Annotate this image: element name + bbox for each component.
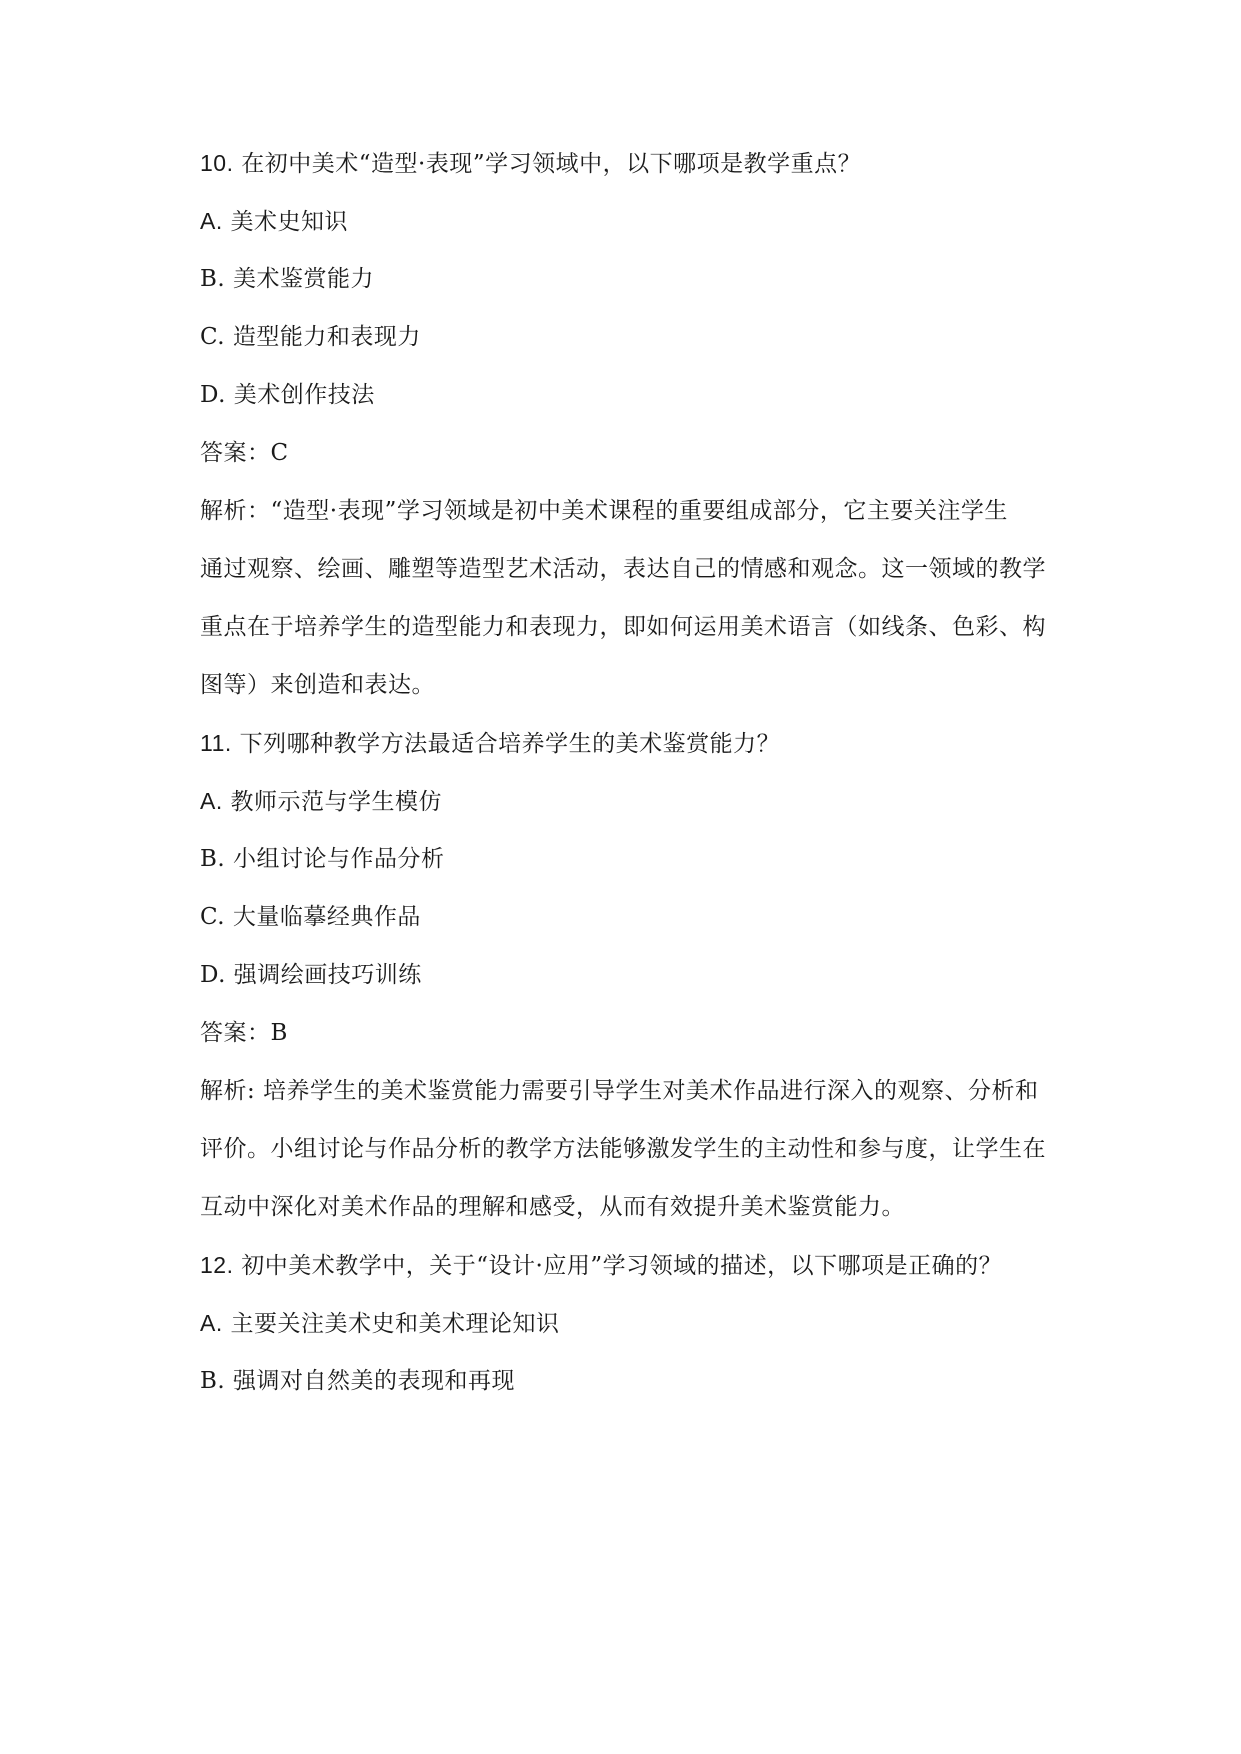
question-11-option-a <box>200 786 442 817</box>
question-number: 11. <box>200 730 232 756</box>
option-letter: D. <box>200 962 226 988</box>
option-letter: A. <box>200 1310 223 1336</box>
question-10-stem <box>200 148 861 179</box>
question-12-option-a <box>200 1308 560 1339</box>
question-12-stem <box>200 1250 1002 1281</box>
option-letter: C. <box>200 904 226 930</box>
option-text: 强调绘画技巧训练 <box>233 962 422 988</box>
question-text: 初中美术教学中，关于“设计·应用”学习领域的描述，以下哪项是正确的？ <box>241 1253 1003 1279</box>
option-text: 大量临摹经典作品 <box>232 904 421 930</box>
question-number: 12. <box>200 1252 234 1278</box>
option-text: 主要关注美术史和美术理论知识 <box>230 1311 560 1337</box>
question-10-option-d <box>200 380 375 410</box>
question-10-analysis-line-1: 解析：“造型·表现”学习领域是初中美术课程的重要组成部分，它主要关注学生 <box>200 498 1008 524</box>
option-text: 小组讨论与作品分析 <box>233 846 445 872</box>
question-11-analysis-line-3: 互动中深化对美术作品的理解和感受，从而有效提升美术鉴赏能力。 <box>200 1194 905 1220</box>
question-11-analysis-line-1: 解析: 培养学生的美术鉴赏能力需要引导学生对美术作品进行深入的观察、分析和 <box>200 1078 1039 1104</box>
option-letter: B. <box>200 1368 226 1394</box>
question-11-analysis-line-2: 评价。小组讨论与作品分析的教学方法能够激发学生的主动性和参与度，让学生在 <box>200 1136 1046 1162</box>
option-text: 美术创作技法 <box>233 382 375 408</box>
option-letter: A. <box>200 208 223 234</box>
question-text: 下列哪种教学方法最适合培养学生的美术鉴赏能力？ <box>239 731 781 757</box>
question-11-option-d <box>200 960 422 990</box>
question-11-option-c <box>200 902 421 932</box>
option-text: 美术史知识 <box>230 209 349 235</box>
question-10-option-b <box>200 264 374 294</box>
option-letter: D. <box>200 382 226 408</box>
question-10-analysis-line-4: 图等）来创造和表达。 <box>200 672 435 698</box>
question-10-option-c <box>200 322 421 352</box>
question-text: 在初中美术“造型·表现”学习领域中，以下哪项是教学重点？ <box>241 151 862 177</box>
option-letter: B. <box>200 266 226 292</box>
question-10-option-a <box>200 206 348 237</box>
question-11-stem <box>200 728 780 759</box>
option-letter: A. <box>200 788 223 814</box>
option-text: 造型能力和表现力 <box>232 324 421 350</box>
option-letter: B. <box>200 846 226 872</box>
question-11-option-b <box>200 844 445 874</box>
question-10-analysis-line-3: 重点在于培养学生的造型能力和表现力，即如何运用美术语言（如线条、色彩、构 <box>200 614 1046 640</box>
option-text: 美术鉴赏能力 <box>233 266 375 292</box>
question-number: 10. <box>200 150 234 176</box>
question-12-option-b <box>200 1366 515 1396</box>
option-text: 教师示范与学生模仿 <box>230 789 443 815</box>
question-10-analysis-line-2: 通过观察、绘画、雕塑等造型艺术活动，表达自己的情感和观念。这一领域的教学 <box>200 556 1046 582</box>
question-11-answer: 答案：B <box>200 1020 288 1046</box>
question-10-answer: 答案：C <box>200 440 289 466</box>
option-text: 强调对自然美的表现和再现 <box>233 1368 516 1394</box>
option-letter: C. <box>200 324 226 350</box>
